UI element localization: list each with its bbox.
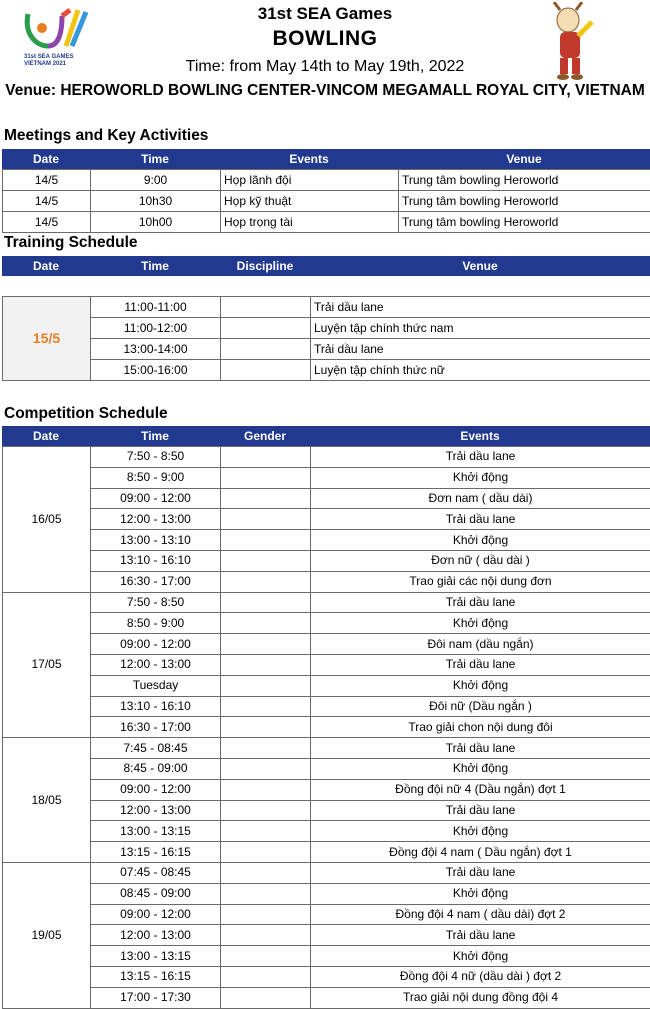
meetings-col-date: Date: [32, 152, 59, 166]
cell-time: 13:15 - 16:15: [91, 966, 221, 987]
training-col-time: Time: [141, 259, 169, 273]
cell-gender: [221, 946, 311, 967]
cell-event: Khởi động: [311, 530, 650, 551]
cell-time: 13:00 - 13:15: [91, 946, 221, 967]
competition-col-gender: Gender: [243, 429, 286, 443]
cell-date: 14/5: [3, 170, 91, 191]
cell-time: 13:00 - 13:15: [91, 821, 221, 842]
table-row: [3, 467, 650, 488]
table-row: [3, 339, 650, 360]
table-row: [3, 212, 650, 233]
cell-event: Khởi động: [311, 758, 650, 779]
table-row: [3, 488, 650, 509]
table-row: [3, 842, 650, 863]
cell-time: 09:00 - 12:00: [91, 904, 221, 925]
cell-time: 13:15 - 16:15: [91, 842, 221, 863]
meetings-col-events: Events: [289, 152, 329, 166]
cell-event: Trải dầu lane: [311, 447, 650, 468]
cell-gender: [221, 842, 311, 863]
cell-time: 12:00 - 13:00: [91, 800, 221, 821]
competition-header: [2, 426, 650, 446]
competition-col-date: Date: [32, 429, 59, 443]
competition-table: [2, 446, 650, 1009]
cell-time: 16:30 - 17:00: [91, 717, 221, 738]
cell-event: Họp lãnh đội: [221, 170, 399, 191]
training-title: Training Schedule: [4, 234, 138, 251]
cell-event: Đồng đội nữ 4 (Dầu ngắn) đợt 1: [311, 779, 650, 800]
table-row: [3, 946, 650, 967]
cell-gender: [221, 696, 311, 717]
cell-gender: [221, 571, 311, 592]
table-row: [3, 925, 650, 946]
table-row: [3, 634, 650, 655]
meetings-col-venue: Venue: [506, 152, 542, 166]
cell-event: Khởi động: [311, 675, 650, 696]
cell-venue: Trung tâm bowling Heroworld: [399, 212, 650, 233]
cell-gender: [221, 447, 311, 468]
table-row: [3, 297, 650, 318]
meetings-table: [2, 169, 650, 233]
table-row: [3, 758, 650, 779]
cell-event: Đồng đội 4 nam ( Dầu ngắn) đợt 1: [311, 842, 650, 863]
cell-time: 11:00-12:00: [91, 318, 221, 339]
table-row: [3, 717, 650, 738]
cell-time: 7:50 - 8:50: [91, 447, 221, 468]
cell-time: 12:00 - 13:00: [91, 509, 221, 530]
competition-col-events: Events: [460, 429, 500, 443]
competition-date: 17/05: [3, 592, 91, 738]
cell-event: Trải dầu lane: [311, 509, 650, 530]
training-table: [2, 296, 650, 381]
table-row: [3, 571, 650, 592]
cell-event: Trao giải nội dung đồng đội 4: [311, 987, 650, 1008]
cell-time: 11:00-11:00: [91, 297, 221, 318]
cell-gender: [221, 550, 311, 571]
cell-event: Trải dầu lane: [311, 592, 650, 613]
cell-gender: [221, 883, 311, 904]
cell-time: 13:10 - 16:10: [91, 696, 221, 717]
cell-event: Đơn nữ ( dầu dài ): [311, 550, 650, 571]
cell-gender: [221, 779, 311, 800]
cell-event: Đôi nam (dầu ngắn): [311, 634, 650, 655]
cell-event: Trải dầu lane: [311, 654, 650, 675]
cell-time: 12:00 - 13:00: [91, 925, 221, 946]
table-row: [3, 675, 650, 696]
cell-gender: [221, 717, 311, 738]
cell-gender: [221, 467, 311, 488]
cell-time: 7:45 - 08:45: [91, 738, 221, 759]
cell-discipline: [221, 360, 311, 381]
table-row: [3, 447, 650, 468]
cell-gender: [221, 738, 311, 759]
table-row: [3, 191, 650, 212]
cell-time: 8:50 - 9:00: [91, 613, 221, 634]
cell-time: 13:00-14:00: [91, 339, 221, 360]
table-row: [3, 987, 650, 1008]
meetings-title: Meetings and Key Activities: [4, 127, 209, 144]
cell-event: Họp kỹ thuật: [221, 191, 399, 212]
cell-time: 08:45 - 09:00: [91, 883, 221, 904]
cell-event: Đôi nữ (Dầu ngắn ): [311, 696, 650, 717]
cell-event: Trải dầu lane: [311, 800, 650, 821]
training-header: [2, 256, 650, 276]
cell-gender: [221, 530, 311, 551]
cell-venue: Trung tâm bowling Heroworld: [399, 191, 650, 212]
table-row: [3, 318, 650, 339]
cell-time: 13:10 - 16:10: [91, 550, 221, 571]
cell-discipline: [221, 297, 311, 318]
cell-date: 14/5: [3, 212, 91, 233]
games-title: 31st SEA Games: [257, 4, 393, 23]
table-row: [3, 509, 650, 530]
meetings-header: [2, 149, 650, 169]
cell-event: Trải dầu lane: [311, 738, 650, 759]
cell-gender: [221, 675, 311, 696]
training-col-discipline: Discipline: [236, 259, 294, 273]
cell-time: 7:50 - 8:50: [91, 592, 221, 613]
cell-event: Đồng đội 4 nữ (dầu dài ) đợt 2: [311, 966, 650, 987]
table-row: [3, 696, 650, 717]
cell-venue: Luyện tập chính thức nam: [311, 318, 650, 339]
cell-time: 17:00 - 17:30: [91, 987, 221, 1008]
training-col-date: Date: [32, 259, 59, 273]
table-row: [3, 613, 650, 634]
cell-gender: [221, 758, 311, 779]
cell-time: 09:00 - 12:00: [91, 779, 221, 800]
cell-discipline: [221, 318, 311, 339]
cell-venue: Trung tâm bowling Heroworld: [399, 170, 650, 191]
cell-time: 13:00 - 13:10: [91, 530, 221, 551]
cell-time: 8:45 - 09:00: [91, 758, 221, 779]
training-date: 15/5: [3, 297, 91, 381]
table-row: [3, 738, 650, 759]
cell-time: Tuesday: [91, 675, 221, 696]
cell-gender: [221, 925, 311, 946]
cell-gender: [221, 987, 311, 1008]
cell-venue: Trải dầu lane: [311, 297, 650, 318]
logo-text-line2: VIETNAM 2021: [24, 61, 67, 67]
cell-time: 10h00: [91, 212, 221, 233]
cell-event: Đồng đội 4 nam ( dầu dài) đợt 2: [311, 904, 650, 925]
table-row: [3, 360, 650, 381]
table-row: [3, 904, 650, 925]
cell-gender: [221, 821, 311, 842]
cell-time: 09:00 - 12:00: [91, 634, 221, 655]
cell-time: 8:50 - 9:00: [91, 467, 221, 488]
competition-col-time: Time: [141, 429, 169, 443]
cell-event: Họp trọng tài: [221, 212, 399, 233]
time-range: Time: from May 14th to May 19th, 2022: [185, 58, 465, 75]
table-row: [3, 883, 650, 904]
cell-discipline: [221, 339, 311, 360]
competition-date: 16/05: [3, 447, 91, 593]
cell-event: Trải dầu lane: [311, 862, 650, 883]
table-row: [3, 654, 650, 675]
sport-title: BOWLING: [272, 27, 378, 50]
cell-time: 15:00-16:00: [91, 360, 221, 381]
cell-event: Trải dầu lane: [311, 925, 650, 946]
competition-date: 19/05: [3, 862, 91, 1008]
meetings-col-time: Time: [141, 152, 169, 166]
table-row: [3, 862, 650, 883]
cell-venue: Trải dầu lane: [311, 339, 650, 360]
cell-date: 14/5: [3, 191, 91, 212]
cell-gender: [221, 509, 311, 530]
table-row: [3, 592, 650, 613]
cell-gender: [221, 966, 311, 987]
cell-event: Đơn nam ( dầu dài): [311, 488, 650, 509]
cell-time: 09:00 - 12:00: [91, 488, 221, 509]
cell-event: Trao giải các nội dung đơn: [311, 571, 650, 592]
cell-gender: [221, 862, 311, 883]
table-row: [3, 821, 650, 842]
cell-gender: [221, 592, 311, 613]
cell-time: 07:45 - 08:45: [91, 862, 221, 883]
cell-time: 12:00 - 13:00: [91, 654, 221, 675]
cell-gender: [221, 488, 311, 509]
table-row: [3, 800, 650, 821]
cell-gender: [221, 654, 311, 675]
table-row: [3, 966, 650, 987]
table-row: [3, 530, 650, 551]
venue-line: Venue: HEROWORLD BOWLING CENTER-VINCOM MEGAMALL ROYAL CITY, VIETNAM: [5, 82, 645, 99]
cell-gender: [221, 613, 311, 634]
table-row: [3, 779, 650, 800]
cell-gender: [221, 904, 311, 925]
table-row: [3, 550, 650, 571]
table-row: [3, 170, 650, 191]
cell-time: 10h30: [91, 191, 221, 212]
logo-text-line1: 31st SEA GAMES: [24, 54, 74, 60]
cell-event: Khởi động: [311, 821, 650, 842]
cell-gender: [221, 634, 311, 655]
cell-event: Khởi động: [311, 613, 650, 634]
cell-event: Khởi động: [311, 467, 650, 488]
competition-title: Competition Schedule: [4, 405, 168, 422]
cell-time: 16:30 - 17:00: [91, 571, 221, 592]
cell-venue: Luyện tập chính thức nữ: [311, 360, 650, 381]
cell-gender: [221, 800, 311, 821]
cell-event: Trao giải chon nội dung đôi: [311, 717, 650, 738]
training-col-venue: Venue: [462, 259, 498, 273]
competition-date: 18/05: [3, 738, 91, 863]
cell-event: Khởi động: [311, 883, 650, 904]
cell-time: 9:00: [91, 170, 221, 191]
cell-event: Khởi động: [311, 946, 650, 967]
